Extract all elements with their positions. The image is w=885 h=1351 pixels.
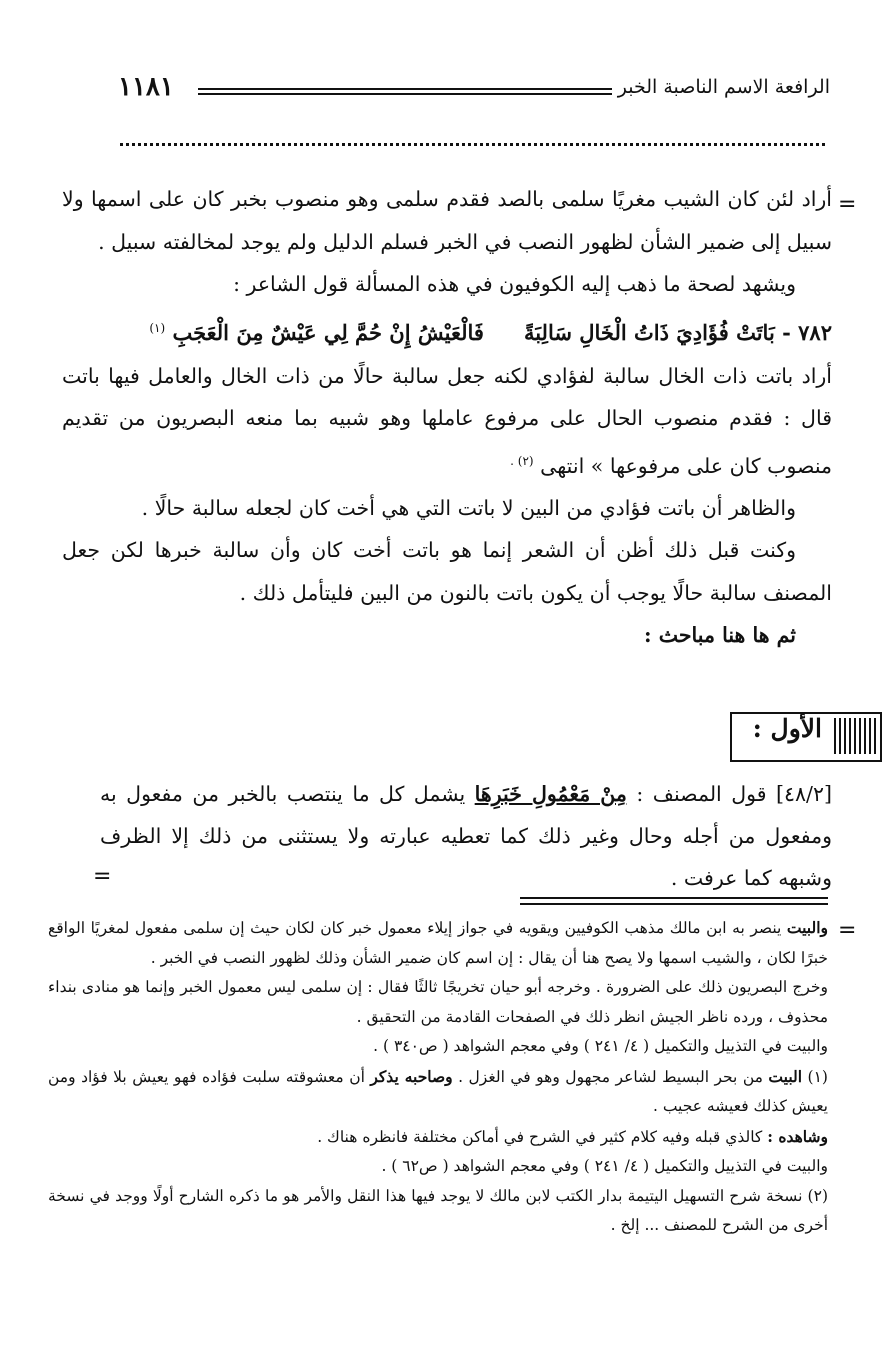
commentary-text: يشمل كل ما ينتصب بالخبر من مفعول به ومفعول من أجله وحال وغير ذلك كما تعطيه عبارته ولا يستثنى من ذلك إلا الظرف وشبهه كما عرفت .	[100, 782, 832, 890]
paragraph-4: والظاهر أن باتت فؤادي من البين لا باتت التي هي أخت كان لجعله سالبة حالًا .	[141, 495, 796, 520]
commentary-intro: قول المصنف :	[636, 782, 767, 806]
footnote-continued-3: والبيت في التذييل والتكميل ( ٤/ ٢٤١ ) وفي معجم الشواهد ( ص٣٤٠ ) .	[373, 1037, 828, 1055]
footnote-continued-2: وخرج البصريون ذلك على الضرورة . وخرجه أبو حيان تخريجًا ثالثًا فقال : إن سلمى ليس معمول الخبر وإنما هو منادى بنداء محذوف ، ورده ناظر الجيش انظر ذلك في الصفحات القادمة من التحقيق .	[48, 978, 828, 1026]
header-rule	[198, 88, 612, 95]
verse-first-hemistich: بَاتَتْ فُؤَادِيَ ذَاتُ الْخَالِ سَالِبَةً	[523, 319, 775, 345]
section-hatch-decoration	[834, 718, 878, 754]
footnote-1: (١) البيت من بحر البسيط لشاعر مجهول وهو في الغزل . وصاحبه يذكر أن معشوقته سلبت فؤاده فهو يعيش بلا فؤاد ومن يعيش كذلك فعيشه عجيب .	[48, 1066, 828, 1115]
dotted-separator	[120, 143, 825, 150]
verse-line	[62, 306, 832, 355]
commentary-paragraph	[100, 773, 832, 899]
section-title: الأول :	[752, 714, 822, 743]
paragraph-6: ثم ها هنا مباحث :	[644, 623, 796, 648]
main-text	[62, 178, 832, 657]
paragraph-3-text: أراد باتت ذات الخال سالبة لفؤادي لكنه جعل سالبة حالًا من ذات الخال والعامل فيها باتت قال : فقدم منصوب الحال على مرفوع عاملها وهو شبيه بما منعه البصريون من تقديم منصوب كان على مرفوعها » انتهى	[62, 363, 832, 478]
continuation-marker-middle: =	[93, 864, 112, 889]
paragraph-3	[62, 355, 832, 487]
running-header	[110, 72, 830, 108]
header-title: الرافعة الاسم الناصبة الخبر	[617, 76, 830, 98]
footnote-separator	[520, 897, 828, 905]
verse-footnote-ref: (١)	[149, 320, 166, 335]
paragraph-5: وكنت قبل ذلك أظن أن الشعر إنما هو باتت أخت كان وأن سالبة خبرها لكن جعل المصنف سالبة حالًا يوجب أن يكون باتت بالنون من البين فليتأمل ذلك .	[62, 538, 832, 605]
footnote-continued-1: والبيت ينصر به ابن مالك مذهب الكوفيين ويقويه في جواز إيلاء معمول خبر كان لكان حيث إن سلمى مفعول لمغريًا الواقع خبرًا لكان ، والشيب اسمها ولا يصح هنا أن يقال : إن اسم كان ضمير الشأن وذلك لظهور النصب في الخبر .	[48, 918, 828, 967]
footnotes	[48, 913, 828, 1241]
paragraph-2: ويشهد لصحة ما ذهب إليه الكوفيون في هذه المسألة قول الشاعر :	[233, 272, 796, 296]
page-number: ١١٨١	[118, 72, 174, 102]
footnote-ref-2: (٢) .	[510, 453, 534, 468]
verse-second-hemistich: فَالْعَيْشُ إِنْ حُمَّ لِي عَيْشٌ مِنَ الْعَجَبِ	[172, 319, 484, 345]
paragraph-1: أراد لئن كان الشيب مغريًا سلمى بالصد فقدم سلمى وهو منصوب بخبر كان على اسمها ولا سبيل إلى ضمير الشأن لظهور النصب في الخبر فسلم الدليل ولم يوجد لمخالفته سبيل .	[62, 187, 832, 254]
footnote-2: (٢) نسخة شرح التسهيل اليتيمة بدار الكتب لابن مالك لا يوجد فيها هذا النقل والأمر هو ما ذكره الشارح أولًا ووجد في نسخة أخرى من الشرح للمصنف ... إلخ .	[48, 1186, 828, 1234]
continuation-marker-foot: =	[838, 918, 857, 943]
continuation-marker-top: =	[838, 192, 857, 217]
footnote-1-shahid: وشاهده : كالذي قبله وفيه كلام كثير في الشرح في أماكن مختلفة فانظره هناك .	[317, 1126, 828, 1146]
footnote-1-sources: والبيت في التذييل والتكميل ( ٤/ ٢٤١ ) وفي معجم الشواهد ( ص٦٢ ) .	[381, 1157, 828, 1175]
verse-number: ٧٨٢ -	[782, 319, 832, 345]
commentary-quote: مِنْ مَعْمُولِ خَبَرِهَا	[474, 782, 627, 806]
section-heading	[732, 712, 882, 762]
reference-number: [٤٨/٢]	[776, 782, 832, 806]
